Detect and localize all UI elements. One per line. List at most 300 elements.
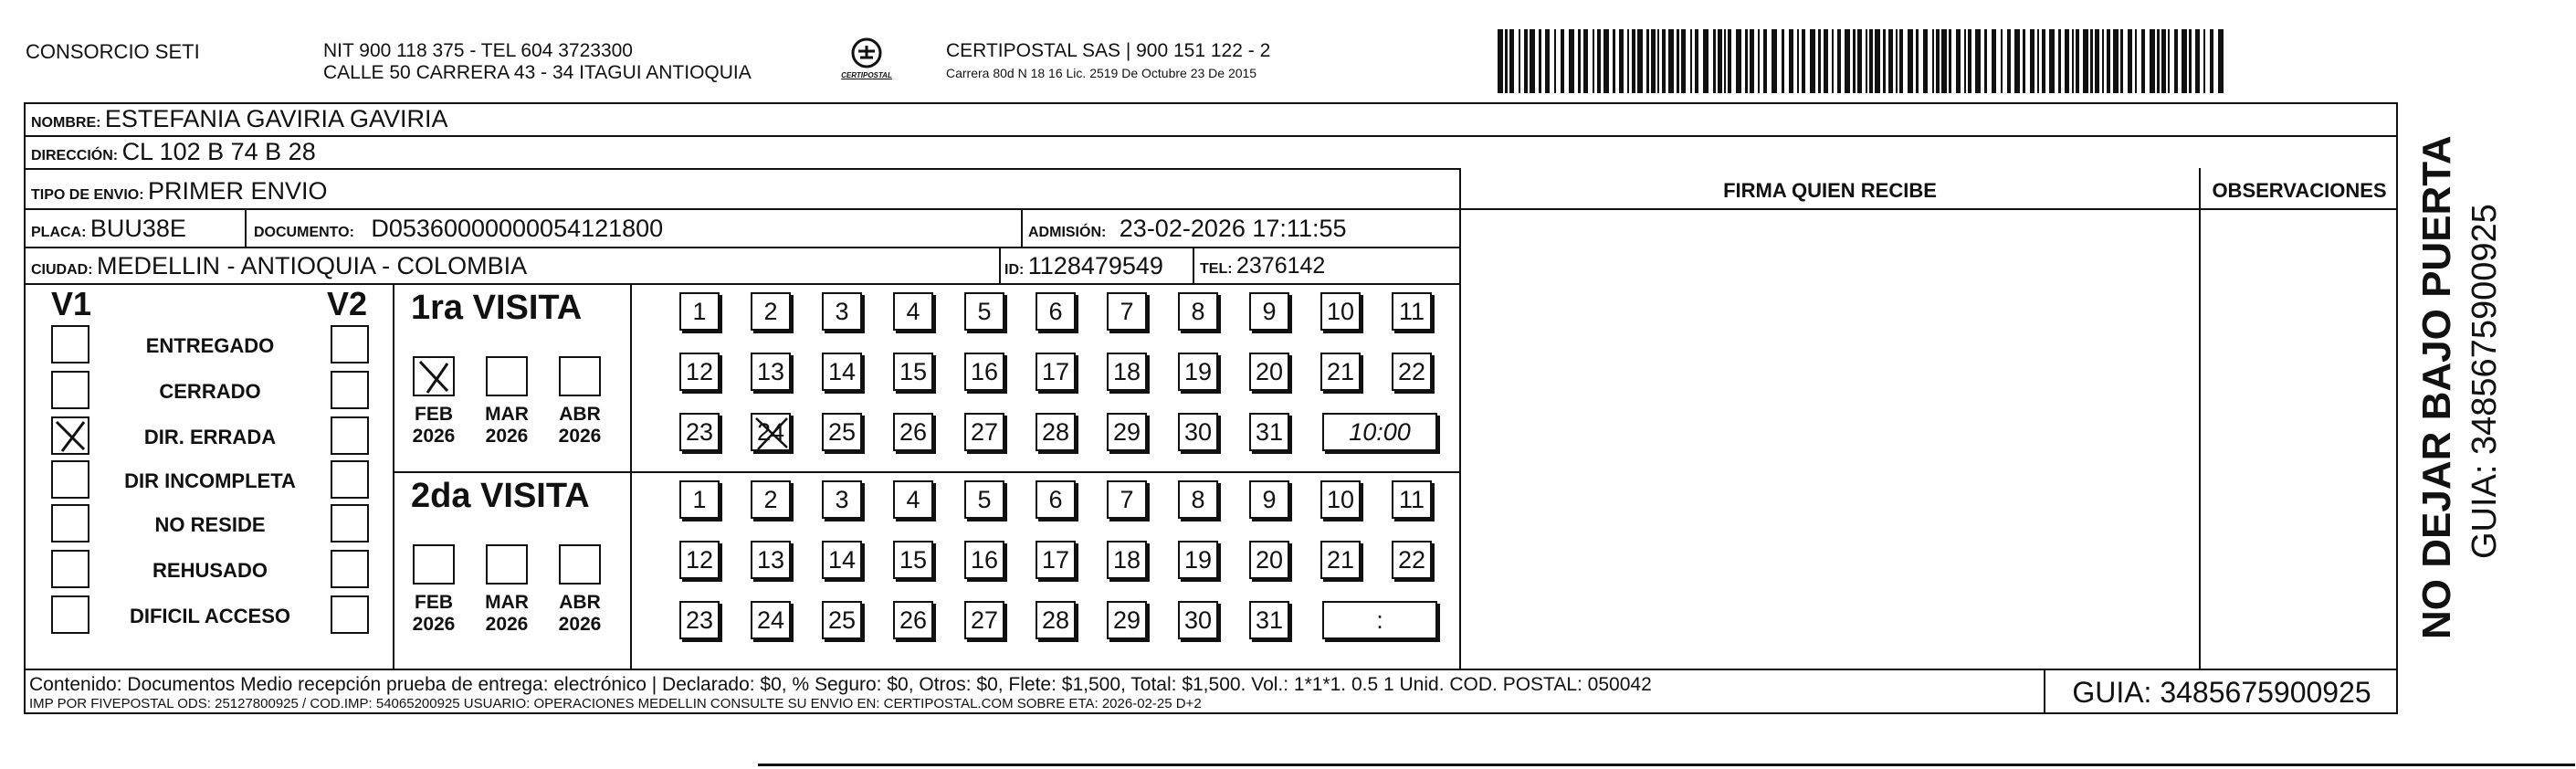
admision-label: ADMISIÓN:	[1028, 225, 1107, 240]
day-number: 14	[827, 358, 857, 385]
month-checkbox[interactable]	[486, 544, 528, 585]
id-cell	[1004, 248, 1163, 283]
barcode-bar	[1597, 29, 1601, 93]
month-checkbox[interactable]	[413, 356, 455, 396]
certipostal-logo	[835, 35, 899, 90]
barcode-bar	[1505, 29, 1508, 93]
barcode-bar	[1923, 29, 1928, 93]
barcode-bar	[1857, 29, 1862, 93]
barcode-bar	[1932, 29, 1934, 93]
tipo-row	[31, 174, 328, 208]
month-year: 2026	[485, 426, 529, 447]
day-number: 15	[899, 546, 928, 574]
barcode-bar	[2107, 29, 2110, 93]
barcode-bar	[1975, 29, 1981, 93]
status-label: DIR INCOMPLETA	[124, 469, 296, 492]
day-number: 15	[899, 358, 928, 385]
day-box[interactable]	[822, 541, 862, 579]
barcode-bar	[2113, 29, 2119, 93]
day-box[interactable]	[822, 292, 862, 331]
day-box[interactable]	[1392, 353, 1432, 391]
day-box[interactable]	[751, 353, 791, 391]
day-box[interactable]	[1036, 413, 1076, 451]
v1-checkbox[interactable]	[51, 460, 89, 499]
day-box[interactable]	[1107, 292, 1147, 331]
month-year: 2026	[412, 426, 456, 447]
month-year: 2026	[558, 426, 602, 447]
day-number: 29	[1112, 606, 1141, 634]
documento-value: D05360000000054121800	[371, 215, 664, 242]
barcode-bar	[2157, 29, 2160, 93]
day-box[interactable]	[679, 541, 720, 579]
barcode-bar	[1695, 29, 1698, 93]
barcode-bar	[1875, 29, 1880, 93]
barcode-bar	[2065, 29, 2069, 93]
ciudad-cell	[31, 248, 527, 283]
barcode-bar	[1745, 29, 1748, 93]
day-number: 11	[1398, 298, 1425, 325]
day-number: 6	[1048, 486, 1063, 513]
day-number: 30	[1183, 606, 1213, 634]
day-box[interactable]	[964, 541, 1004, 579]
month-name: MAR	[485, 592, 529, 613]
month-name: MAR	[485, 404, 529, 425]
placa-value: BUU38E	[89, 215, 186, 242]
day-box[interactable]	[751, 413, 791, 451]
documento-label: DOCUMENTO:	[254, 225, 354, 240]
day-number: 2	[763, 486, 778, 513]
barcode-bar	[1545, 29, 1550, 93]
month-checkbox[interactable]	[486, 356, 528, 396]
day-box[interactable]	[1178, 353, 1218, 391]
day-box[interactable]	[1249, 601, 1289, 639]
barcode-bar	[2049, 29, 2055, 93]
direccion-row	[31, 135, 316, 168]
day-box[interactable]	[1320, 292, 1361, 331]
company-name: CONSORCIO SETI	[26, 40, 200, 63]
barcode-bar	[1703, 29, 1709, 93]
barcode-bar	[1810, 29, 1815, 93]
day-number: 9	[1262, 298, 1277, 325]
day-number: 10	[1326, 298, 1355, 325]
day-box[interactable]	[1178, 292, 1218, 331]
v2-checkbox[interactable]	[331, 550, 369, 588]
day-box[interactable]	[822, 480, 862, 519]
address-line: CALLE 50 CARRERA 43 - 34 ITAGUI ANTIOQUIA	[323, 62, 752, 83]
barcode-bar	[1681, 29, 1686, 93]
barcode-bar	[1832, 29, 1834, 93]
month-label	[478, 592, 536, 636]
admision-value: 23-02-2026 17:11:55	[1119, 215, 1347, 242]
day-box[interactable]	[679, 480, 720, 519]
month-year: 2026	[485, 614, 529, 635]
day-box[interactable]	[964, 292, 1004, 331]
barcode-bar	[1677, 29, 1679, 93]
guia-side: GUIA: 3485675900925	[2466, 204, 2504, 559]
day-box[interactable]	[1178, 480, 1218, 519]
day-box[interactable]	[1036, 292, 1076, 331]
day-number: 11	[1398, 486, 1425, 513]
barcode-bar	[1949, 29, 1951, 93]
day-number: 25	[827, 606, 857, 634]
barcode-bar	[1984, 29, 1987, 93]
nombre-value: ESTEFANIA GAVIRIA GAVIRIA	[104, 105, 448, 132]
barcode-bar	[1916, 29, 1919, 93]
barcode-bar	[1772, 29, 1777, 93]
day-box[interactable]	[1036, 480, 1076, 519]
day-number: 24	[756, 606, 785, 634]
day-box[interactable]	[1107, 353, 1147, 391]
barcode-bar	[1736, 29, 1741, 93]
barcode-bar	[2042, 29, 2045, 93]
barcode-bar	[1896, 29, 1898, 93]
day-box[interactable]	[1107, 413, 1147, 451]
no-dejar-text: NO DEJAR BAJO PUERTA	[2414, 135, 2459, 639]
v1-checkbox[interactable]	[51, 550, 89, 588]
day-number: 19	[1183, 546, 1213, 574]
v1-checkbox[interactable]	[51, 371, 89, 409]
barcode-bar	[1869, 29, 1873, 93]
contenido-line: Contenido: Documentos Medio recepción prueba de entrega: electrónico | Declarado: $0, % Seguro: $0, Otros: $0, Flete: $1,500, Total: $1,500. Vol.: 1*1*1. 0.5 1 Unid. COD. POSTAL: 050042	[29, 674, 1652, 695]
day-box[interactable]	[822, 413, 862, 451]
month-label	[551, 592, 609, 636]
status-label: NO RESIDE	[154, 513, 266, 536]
ciudad-value: MEDELLIN - ANTIOQUIA - COLOMBIA	[97, 252, 528, 279]
month-name: FEB	[415, 592, 453, 613]
day-number: 17	[1041, 358, 1070, 385]
v2-checkbox[interactable]	[331, 325, 369, 363]
day-number: 5	[977, 486, 992, 513]
nit-line: NIT 900 118 375 - TEL 604 3723300	[323, 40, 633, 61]
day-box[interactable]	[1107, 480, 1147, 519]
day-number: 16	[970, 546, 999, 574]
barcode-bar	[2037, 29, 2039, 93]
v2-checkbox[interactable]	[331, 460, 369, 499]
month-name: ABR	[559, 592, 601, 613]
day-number: 8	[1191, 298, 1205, 325]
barcode-bar	[1530, 29, 1535, 93]
day-box[interactable]	[751, 480, 791, 519]
v1-label: V1	[51, 285, 92, 322]
day-number: 4	[906, 486, 920, 513]
firma-label: FIRMA QUIEN RECIBE	[1723, 179, 1937, 202]
day-box[interactable]	[1178, 413, 1218, 451]
nombre-row	[31, 102, 448, 135]
day-number: 23	[685, 606, 714, 634]
imp-line: IMP POR FIVEPOSTAL ODS: 25127800925 / COD.IMP: 54065200925 USUARIO: OPERACIONES MEDELLIN CONSULTE SU ENVIO EN: CERTIPOSTAL.COM SOBRE ETA: 2026-02-25 D+2	[29, 696, 1202, 711]
day-number: 18	[1112, 546, 1141, 574]
day-number: 31	[1255, 606, 1284, 634]
barcode-bar	[1837, 29, 1841, 93]
day-box[interactable]	[1249, 292, 1289, 331]
barcode-bar	[1583, 29, 1588, 93]
day-box[interactable]	[1392, 480, 1432, 519]
barcode-bar	[2182, 29, 2187, 93]
barcode-bar	[1818, 29, 1821, 93]
day-number: 2	[763, 298, 778, 325]
day-box[interactable]	[1320, 541, 1361, 579]
barcode-bar	[2001, 29, 2003, 93]
day-number: 10	[1326, 486, 1355, 513]
day-number: 12	[685, 546, 714, 574]
day-number: 12	[685, 358, 714, 385]
day-number: 17	[1041, 546, 1070, 574]
day-number: 13	[756, 358, 785, 385]
day-number: 1	[692, 298, 707, 325]
barcode-bar	[2072, 29, 2074, 93]
month-year: 2026	[558, 614, 602, 635]
day-number: 23	[685, 418, 714, 446]
day-number: 22	[1397, 546, 1426, 574]
month-name: ABR	[559, 404, 601, 425]
day-box[interactable]	[1107, 601, 1147, 639]
tel-value: 2376142	[1236, 253, 1326, 279]
day-number: 27	[970, 418, 999, 446]
id-label: ID:	[1004, 262, 1025, 278]
barcode-bar	[2007, 29, 2011, 93]
barcode-bar	[1853, 29, 1856, 93]
day-box[interactable]	[751, 601, 791, 639]
month-checkbox[interactable]	[413, 544, 455, 585]
day-box[interactable]	[679, 601, 720, 639]
barcode-bar	[2150, 29, 2155, 93]
barcode-bar	[2210, 29, 2213, 93]
barcode-bar	[1713, 29, 1716, 93]
status-label: REHUSADO	[152, 559, 268, 582]
day-number: 30	[1183, 418, 1213, 446]
barcode-bar	[1554, 29, 1556, 93]
barcode-bar	[1569, 29, 1574, 93]
day-number: 19	[1183, 358, 1213, 385]
day-box[interactable]	[893, 353, 933, 391]
day-number: 28	[1041, 606, 1070, 634]
day-box[interactable]	[751, 541, 791, 579]
barcode-bar	[1498, 29, 1503, 93]
tel-label: TEL:	[1200, 261, 1233, 277]
documento-cell	[254, 210, 663, 247]
barcode-bar	[1690, 29, 1692, 93]
admision-cell	[1028, 210, 1347, 247]
v2-checkbox[interactable]	[331, 371, 369, 409]
barcode-bar	[1657, 29, 1659, 93]
day-number: 16	[970, 358, 999, 385]
v1-checkbox[interactable]	[51, 416, 89, 455]
barcode-bar	[1662, 29, 1666, 93]
day-number: 21	[1326, 546, 1355, 574]
nombre-label: NOMBRE:	[31, 115, 101, 131]
barcode-bar	[1908, 29, 1913, 93]
logo-text: CERTIPOSTAL	[841, 71, 892, 79]
day-box[interactable]	[1320, 480, 1361, 519]
day-number: 31	[1255, 418, 1284, 446]
v1-checkbox[interactable]	[51, 325, 89, 363]
barcode-bar	[1519, 29, 1520, 93]
month-checkbox[interactable]	[559, 356, 601, 396]
barcode-bar	[2135, 29, 2137, 93]
barcode-bar	[1728, 29, 1731, 93]
direccion-label: DIRECCIÓN:	[31, 148, 119, 163]
barcode-bar	[2095, 29, 2099, 93]
barcode-bar	[1724, 29, 1726, 93]
day-box[interactable]	[1249, 413, 1289, 451]
barcode-bar	[1763, 29, 1767, 93]
barcode-bar	[1632, 29, 1635, 93]
barcode-bar	[1797, 29, 1799, 93]
day-box[interactable]	[1178, 601, 1218, 639]
barcode-bar	[1613, 29, 1615, 93]
day-box[interactable]	[964, 413, 1004, 451]
day-box[interactable]	[893, 541, 933, 579]
day-box[interactable]	[1249, 541, 1289, 579]
time-box[interactable]: :	[1322, 601, 1437, 639]
day-box[interactable]	[822, 353, 862, 391]
visit-title: 1ra VISITA	[411, 289, 583, 327]
barcode-bar	[1646, 29, 1649, 93]
v1-checkbox[interactable]	[51, 595, 89, 634]
day-number: 1	[692, 486, 707, 513]
barcode-bar	[1718, 29, 1722, 93]
month-label	[551, 404, 609, 448]
placa-cell	[31, 210, 186, 247]
day-box[interactable]	[1036, 541, 1076, 579]
day-box[interactable]	[679, 353, 720, 391]
month-checkbox[interactable]	[559, 544, 601, 585]
license-line: Carrera 80d N 18 16 Lic. 2519 De Octubre 23 De 2015	[946, 66, 1257, 80]
day-number: 27	[970, 606, 999, 634]
day-box[interactable]	[1249, 353, 1289, 391]
day-number: 9	[1262, 486, 1277, 513]
day-box[interactable]	[1320, 353, 1361, 391]
barcode-bar	[1845, 29, 1850, 93]
v2-checkbox[interactable]	[331, 416, 369, 455]
barcode-bar	[1968, 29, 1971, 93]
day-number: 8	[1191, 486, 1205, 513]
v2-checkbox[interactable]	[331, 595, 369, 634]
barcode-bar	[2195, 29, 2200, 93]
barcode-bar	[1964, 29, 1966, 93]
day-box[interactable]	[1036, 353, 1076, 391]
day-box[interactable]	[1249, 480, 1289, 519]
barcode-bar	[2014, 29, 2020, 93]
time-box[interactable]: 10:00	[1322, 413, 1437, 451]
barcode-bar	[2168, 29, 2170, 93]
barcode-bar	[2076, 29, 2079, 93]
v1-checkbox[interactable]	[51, 504, 89, 543]
placa-label: PLACA:	[31, 225, 87, 240]
day-box[interactable]	[679, 292, 720, 331]
barcode-bar	[2120, 29, 2123, 93]
day-number: 14	[827, 546, 857, 574]
barcode-bar	[1941, 29, 1947, 93]
day-number: 3	[835, 298, 849, 325]
barcode-bar	[2090, 29, 2093, 93]
barcode-bar	[1758, 29, 1760, 93]
barcode-bar	[1637, 29, 1643, 93]
v2-label: V2	[327, 285, 368, 322]
barcode-bar	[1509, 29, 1514, 93]
barcode-bar	[1883, 29, 1886, 93]
barcode-bar	[1593, 29, 1594, 93]
barcode-bar	[2128, 29, 2132, 93]
barcode-bar	[2189, 29, 2192, 93]
day-box[interactable]	[893, 413, 933, 451]
day-box[interactable]	[893, 601, 933, 639]
status-label: ENTREGADO	[145, 334, 275, 357]
barcode-bar	[2203, 29, 2205, 93]
v2-checkbox[interactable]	[331, 504, 369, 543]
barcode-bar	[2023, 29, 2025, 93]
month-name: FEB	[415, 404, 453, 425]
day-box[interactable]	[1392, 292, 1432, 331]
day-number: 24	[756, 418, 785, 446]
barcode-bar	[1992, 29, 1996, 93]
day-number: 26	[899, 418, 928, 446]
day-box[interactable]	[964, 480, 1004, 519]
day-number: 29	[1112, 418, 1141, 446]
ciudad-label: CIUDAD:	[31, 262, 93, 278]
day-number: 3	[835, 486, 849, 513]
day-number: 26	[899, 606, 928, 634]
barcode-bar	[1619, 29, 1624, 93]
day-box[interactable]	[751, 292, 791, 331]
day-number: 4	[906, 298, 920, 325]
month-label	[405, 592, 463, 636]
month-year: 2026	[412, 614, 456, 635]
day-box[interactable]	[1107, 541, 1147, 579]
day-box[interactable]	[893, 292, 933, 331]
day-box[interactable]	[679, 413, 720, 451]
day-mark	[752, 415, 791, 460]
month-label	[478, 404, 536, 448]
day-number: 25	[827, 418, 857, 446]
barcode-bar	[1750, 29, 1754, 93]
barcode-bar	[1899, 29, 1903, 93]
day-box[interactable]	[1036, 601, 1076, 639]
barcode-bar	[2102, 29, 2104, 93]
barcode-bar	[1651, 29, 1656, 93]
barcode-bar	[1789, 29, 1793, 93]
barcode-bar	[1578, 29, 1581, 93]
day-number: 5	[977, 298, 992, 325]
day-box[interactable]	[1178, 541, 1218, 579]
day-number: 6	[1048, 298, 1063, 325]
day-box[interactable]	[893, 480, 933, 519]
barcode-bar	[2218, 29, 2224, 93]
barcode-bar	[1782, 29, 1784, 93]
guia-footer: GUIA: 3485675900925	[2072, 676, 2371, 709]
barcode	[1498, 29, 2228, 93]
barcode-bar	[1824, 29, 1828, 93]
direccion-value: CL 102 B 74 B 28	[121, 138, 316, 165]
day-number: 22	[1397, 358, 1426, 385]
tel-cell	[1200, 248, 1325, 283]
day-box[interactable]	[822, 601, 862, 639]
barcode-bar	[1668, 29, 1674, 93]
status-label: DIFICIL ACCESO	[129, 605, 290, 627]
certipostal-line: CERTIPOSTAL SAS | 900 151 122 - 2	[946, 40, 1271, 61]
barcode-bar	[1802, 29, 1805, 93]
day-box[interactable]	[964, 601, 1004, 639]
day-number: 18	[1112, 358, 1141, 385]
barcode-bar	[1866, 29, 1867, 93]
day-box[interactable]	[964, 353, 1004, 391]
barcode-bar	[1603, 29, 1609, 93]
day-box[interactable]	[1392, 541, 1432, 579]
day-number: 20	[1255, 546, 1284, 574]
barcode-bar	[1627, 29, 1629, 93]
barcode-bar	[2058, 29, 2061, 93]
barcode-bar	[1956, 29, 1961, 93]
